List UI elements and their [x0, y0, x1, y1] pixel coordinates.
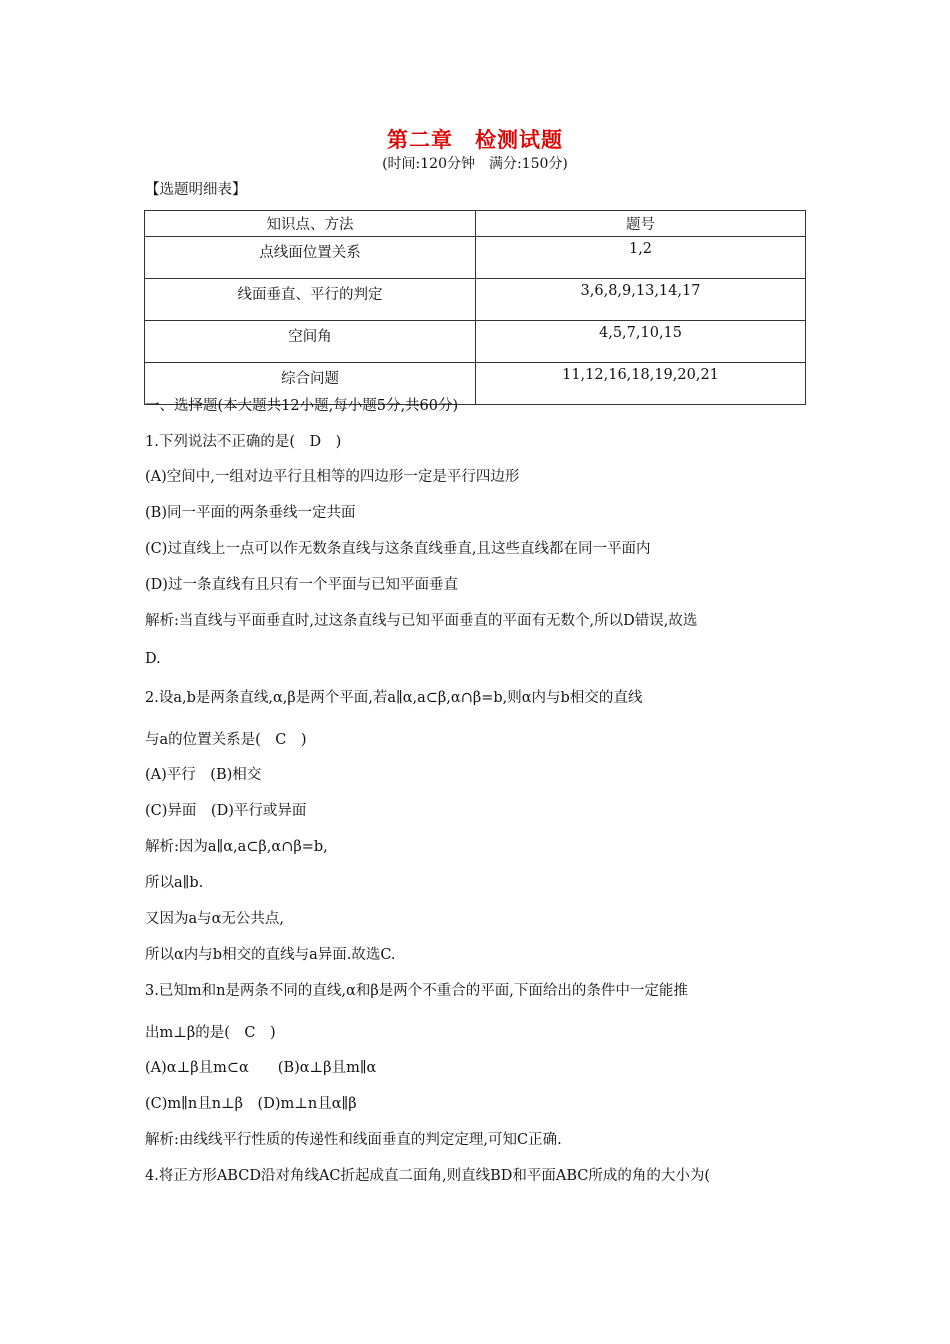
header-question-numbers: 题号 [476, 211, 806, 237]
q4-stem: 4.将正方形ABCD沿对角线AC折起成直二面角,则直线BD和平面ABC所成的角的大小为( [145, 1168, 711, 1184]
q2-options-ab: (A)平行 (B)相交 [145, 767, 262, 783]
table-cell-topic: 综合问题 [145, 363, 476, 405]
table-cell-numbers: 4,5,7,10,15 [476, 321, 806, 363]
q2-analysis: 解析:因为a∥α,a⊂β,α∩β=b, [145, 839, 328, 855]
table-cell-topic: 点线面位置关系 [145, 237, 476, 279]
q1-option-c: (C)过直线上一点可以作无数条直线与这条直线垂直,且这些直线都在同一平面内 [145, 541, 651, 557]
table-cell-numbers: 11,12,16,18,19,20,21 [476, 363, 806, 405]
q1-analysis-cont: D. [145, 651, 161, 667]
q2-stem: 2.设a,b是两条直线,α,β是两个平面,若a∥α,a⊂β,α∩β=b,则α内与b相交的直线 [145, 690, 643, 706]
q2-analysis-line: 所以α内与b相交的直线与a异面.故选C. [145, 947, 396, 963]
q1-analysis: 解析:当直线与平面垂直时,过这条直线与已知平面垂直的平面有无数个,所以D错误,故选 [145, 613, 698, 629]
q2-analysis-line: 所以a∥b. [145, 875, 204, 891]
page-subtitle: (时间:120分钟 满分:150分) [382, 156, 568, 172]
page-title [0, 124, 950, 154]
q3-stem-cont: 出m⊥β的是( C ) [145, 1025, 276, 1041]
table-cell-topic: 空间角 [145, 321, 476, 363]
q1-option-b: (B)同一平面的两条垂线一定共面 [145, 505, 356, 521]
table-cell-topic: 线面垂直、平行的判定 [145, 279, 476, 321]
q3-options-ab: (A)α⊥β且m⊂α (B)α⊥β且m∥α [145, 1060, 377, 1076]
q2-options-cd: (C)异面 (D)平行或异面 [145, 803, 307, 819]
table-cell-numbers: 1,2 [476, 237, 806, 279]
title-test: 检测试题 [475, 127, 563, 152]
q1-stem: 1.下列说法不正确的是( D ) [145, 434, 342, 450]
section-heading: 一、选择题(本大题共12小题,每小题5分,共60分) [145, 398, 459, 414]
q2-stem-cont: 与a的位置关系是( C ) [145, 732, 307, 748]
q3-options-cd: (C)m∥n且n⊥β (D)m⊥n且α∥β [145, 1096, 357, 1112]
q1-option-d: (D)过一条直线有且只有一个平面与已知平面垂直 [145, 577, 458, 593]
table-header-row [145, 211, 806, 237]
topic-detail-table [144, 210, 806, 405]
table-caption: 【选题明细表】 [145, 182, 247, 198]
table-row [145, 321, 806, 363]
table-row [145, 279, 806, 321]
title-chapter: 第二章 [387, 127, 453, 152]
table-cell-numbers: 3,6,8,9,13,14,17 [476, 279, 806, 321]
q1-option-a: (A)空间中,一组对边平行且相等的四边形一定是平行四边形 [145, 469, 520, 485]
q3-stem: 3.已知m和n是两条不同的直线,α和β是两个不重合的平面,下面给出的条件中一定能推 [145, 983, 688, 999]
table-row [145, 237, 806, 279]
q3-analysis: 解析:由线线平行性质的传递性和线面垂直的判定定理,可知C正确. [145, 1132, 562, 1148]
q2-analysis-line: 又因为a与α无公共点, [145, 911, 285, 927]
header-topic: 知识点、方法 [145, 211, 476, 237]
